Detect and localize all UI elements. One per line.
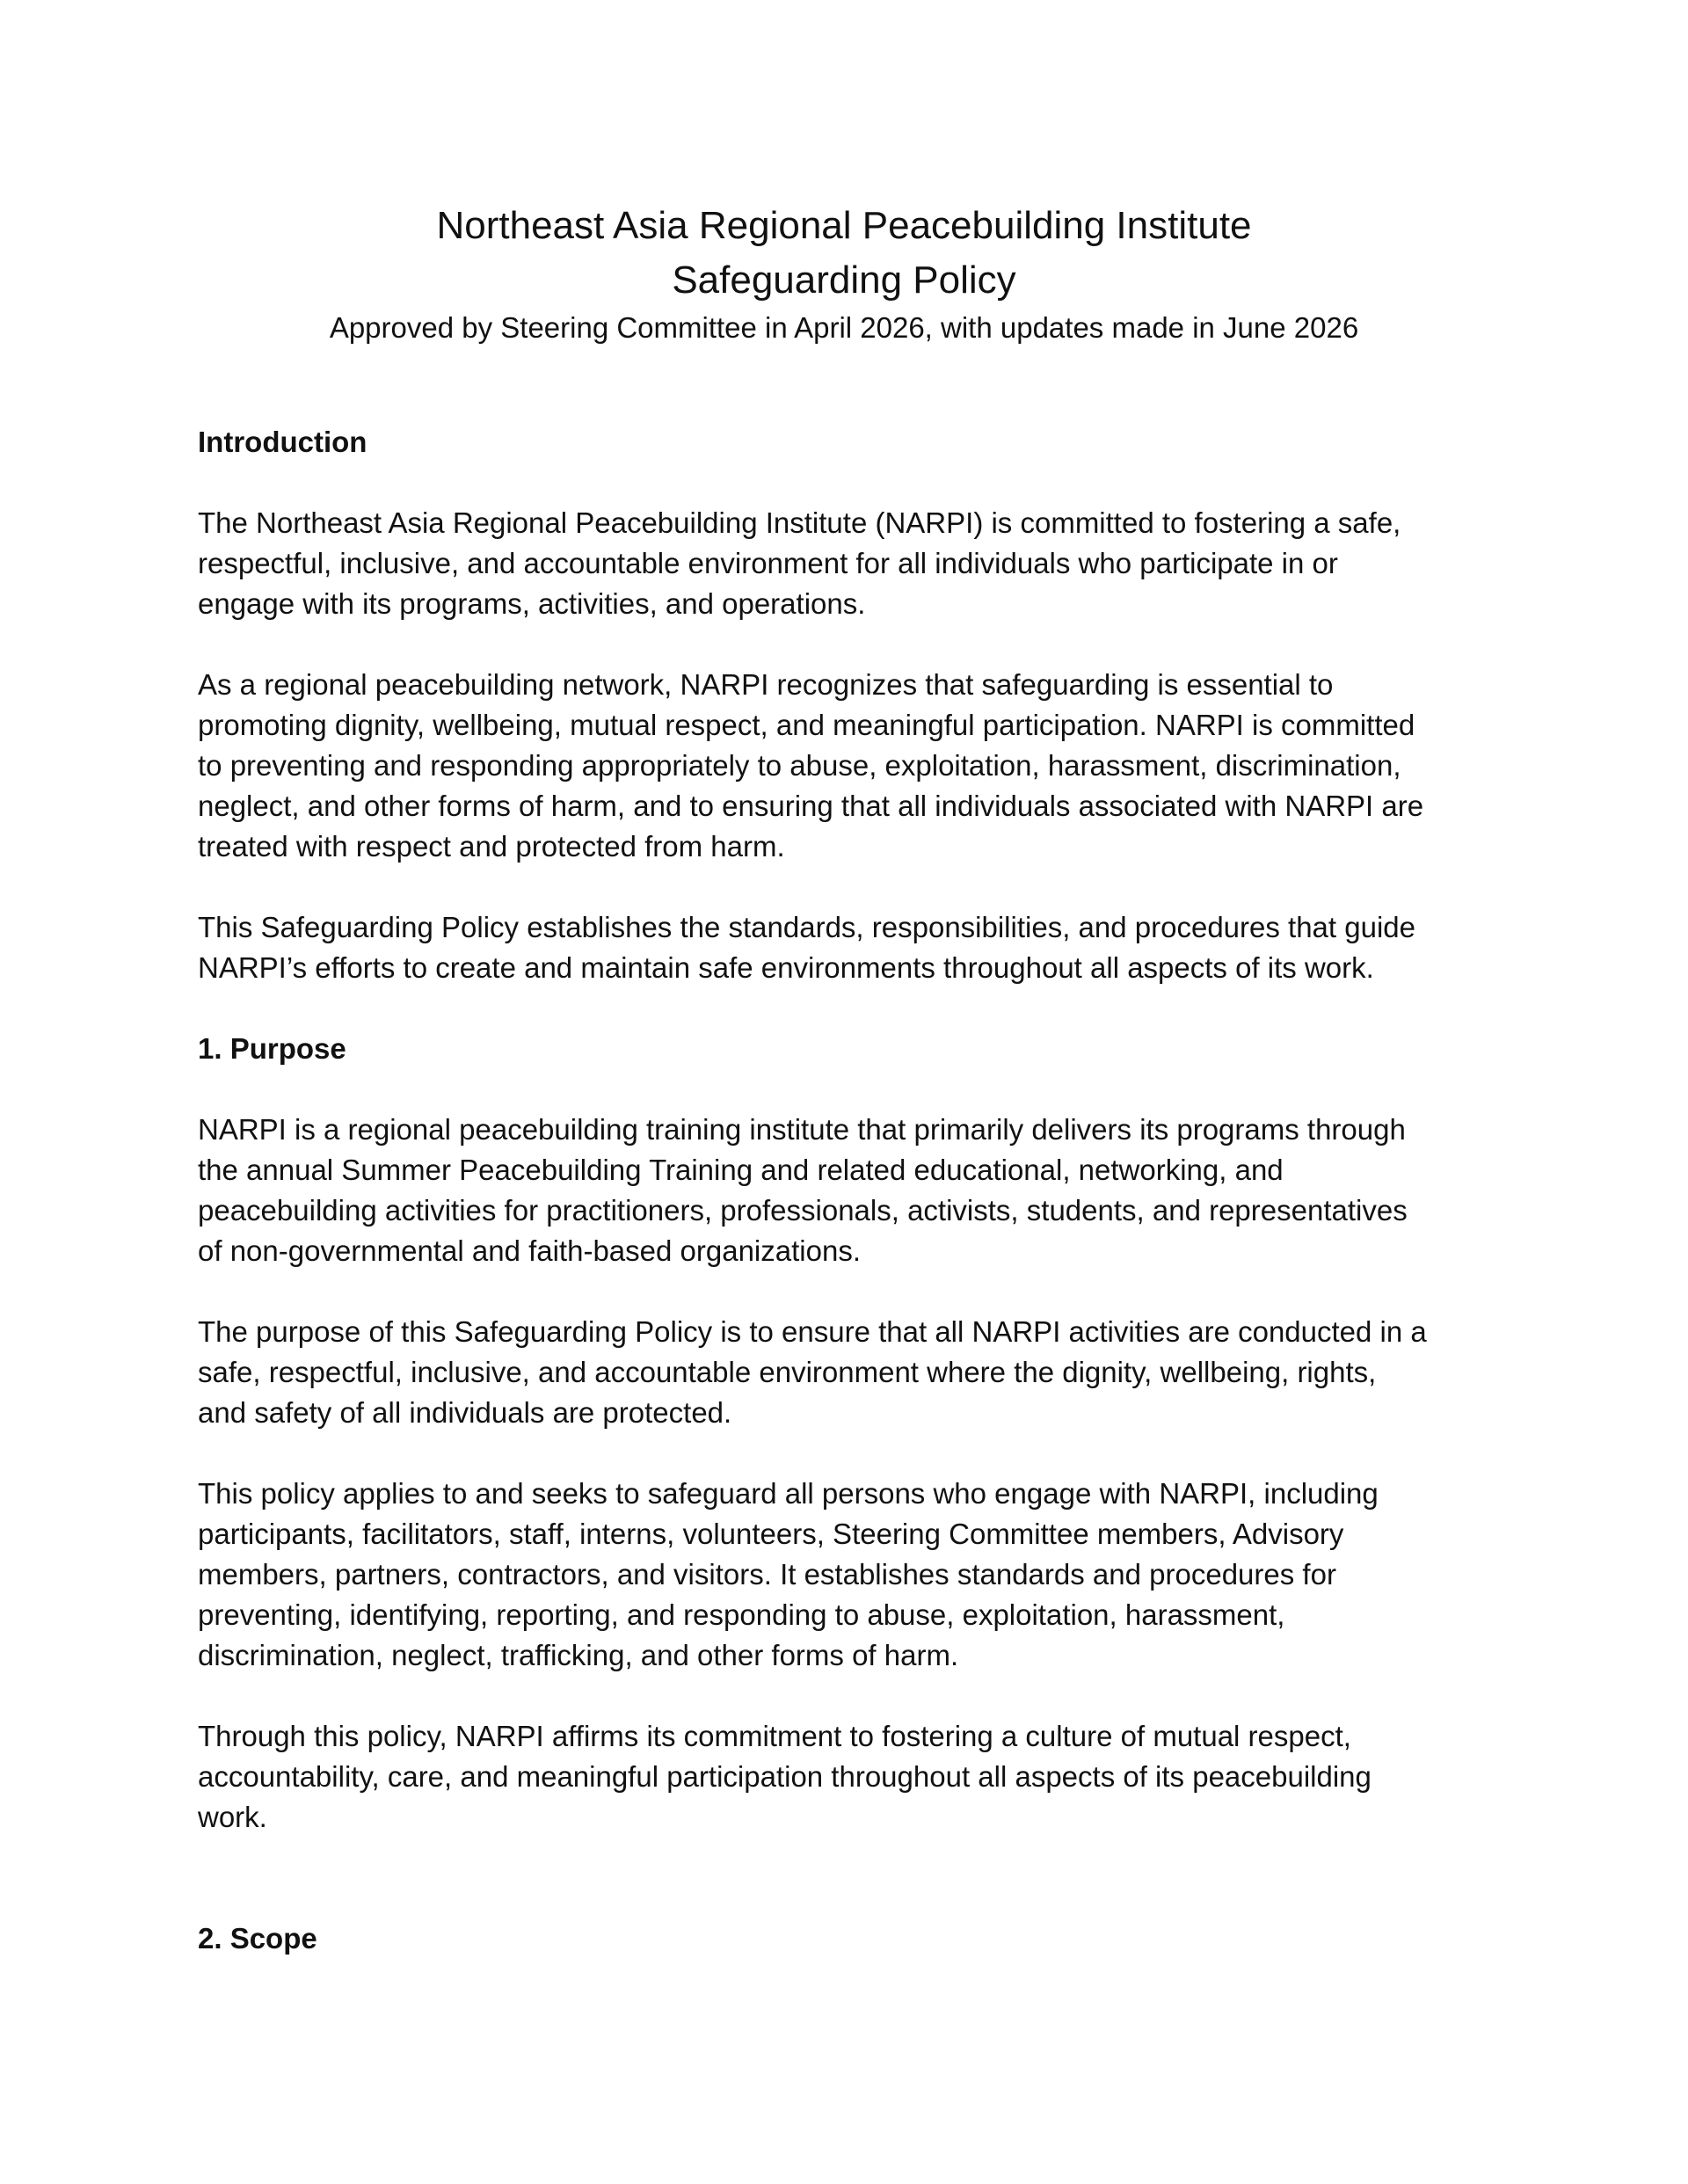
paragraph: [198, 665, 1517, 867]
text-line: and safety of all individuals are protected.: [198, 1396, 732, 1429]
text-line: The purpose of this Safeguarding Policy is to ensure that all NARPI activities are conducted in a: [198, 1315, 1427, 1348]
text-line: This Safeguarding Policy establishes the standards, responsibilities, and procedures that guide: [198, 911, 1415, 943]
text-line: respectful, inclusive, and accountable environment for all individuals who participate in or: [198, 547, 1338, 579]
document-title: Northeast Asia Regional Peacebuilding Institute: [436, 204, 1252, 247]
text-line: of non-governmental and faith-based organizations.: [198, 1234, 861, 1267]
paragraph: [198, 1110, 1517, 1271]
text-line: accountability, care, and meaningful participation throughout all aspects of its peacebuilding: [198, 1760, 1372, 1793]
paragraph: [198, 1716, 1517, 1838]
text-line: discrimination, neglect, trafficking, and other forms of harm.: [198, 1639, 959, 1671]
text-line: engage with its programs, activities, and operations.: [198, 587, 866, 620]
paragraph: [198, 1312, 1517, 1433]
text-line: Through this policy, NARPI affirms its commitment to fostering a culture of mutual respect,: [198, 1720, 1351, 1752]
text-line: to preventing and responding appropriately to abuse, exploitation, harassment, discrimination,: [198, 749, 1401, 782]
text-line: The Northeast Asia Regional Peacebuilding Institute (NARPI) is committed to fostering a safe,: [198, 506, 1401, 539]
section-heading-purpose: 1. Purpose: [198, 1032, 346, 1065]
section-heading-introduction: Introduction: [198, 426, 367, 458]
paragraph: [198, 907, 1517, 988]
text-line: As a regional peacebuilding network, NARPI recognizes that safeguarding is essential to: [198, 668, 1334, 701]
text-line: NARPI’s efforts to create and maintain safe environments throughout all aspects of its work.: [198, 951, 1374, 984]
text-line: the annual Summer Peacebuilding Training and related educational, networking, and: [198, 1154, 1284, 1186]
text-line: participants, facilitators, staff, interns, volunteers, Steering Committee members, Advisory: [198, 1518, 1344, 1550]
text-line: members, partners, contractors, and visitors. It establishes standards and procedures for: [198, 1558, 1336, 1591]
paragraph: [198, 1474, 1517, 1676]
text-line: treated with respect and protected from harm.: [198, 830, 785, 863]
title-block: [0, 199, 1688, 348]
section-heading-scope: 2. Scope: [198, 1922, 317, 1955]
approval-note: Approved by Steering Committee in April 2026, with updates made in June 2026: [329, 311, 1359, 344]
text-line: peacebuilding activities for practitioners, professionals, activists, students, and representatives: [198, 1194, 1408, 1227]
text-line: promoting dignity, wellbeing, mutual respect, and meaningful participation. NARPI is committed: [198, 709, 1415, 741]
paragraph: [198, 503, 1517, 624]
text-line: work.: [198, 1801, 267, 1833]
document-body: [198, 422, 1517, 1959]
text-line: safe, respectful, inclusive, and accountable environment where the dignity, wellbeing, rights,: [198, 1356, 1377, 1388]
text-line: preventing, identifying, reporting, and responding to abuse, exploitation, harassment,: [198, 1598, 1285, 1631]
text-line: This policy applies to and seeks to safeguard all persons who engage with NARPI, including: [198, 1477, 1379, 1510]
document-subtitle: Safeguarding Policy: [672, 258, 1016, 302]
text-line: NARPI is a regional peacebuilding training institute that primarily delivers its programs through: [198, 1113, 1406, 1146]
text-line: neglect, and other forms of harm, and to ensuring that all individuals associated with NARPI are: [198, 790, 1424, 822]
